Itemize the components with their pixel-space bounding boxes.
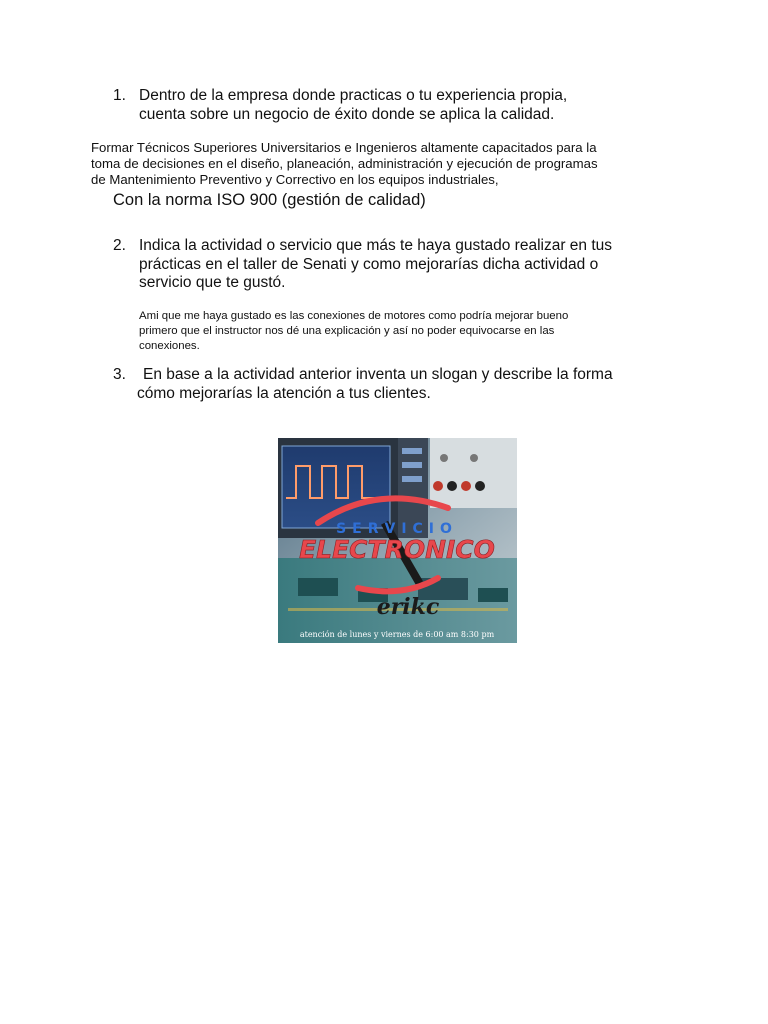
answer-line: de Mantenimiento Preventivo y Correctivo en los equipos industriales, bbox=[91, 172, 499, 187]
question-number: 3. bbox=[113, 366, 126, 383]
brand-name: erikc bbox=[376, 594, 440, 620]
answer-line: Formar Técnicos Superiores Universitarios e Ingenieros altamente capacitados para la bbox=[91, 140, 597, 155]
answer-line: Ami que me haya gustado es las conexiones de motores como podría mejorar bueno bbox=[139, 310, 569, 322]
answer-line: primero que el instructor nos dé una explicación y así no poder equivocarse en las bbox=[139, 325, 555, 337]
answer-line: conexiones. bbox=[139, 340, 200, 352]
answer-line: toma de decisiones en el diseño, planeación, administración y ejecución de programas bbox=[91, 156, 598, 171]
equipment-knobs bbox=[430, 438, 517, 508]
question-line: servicio que te gustó. bbox=[139, 274, 286, 291]
question-line: prácticas en el taller de Senati y como mejorarías dicha actividad o bbox=[139, 255, 599, 273]
answer-1 bbox=[91, 140, 681, 188]
question-line: cuenta sobre un negocio de éxito donde se aplica la calidad. bbox=[139, 105, 555, 123]
question-number: 1. bbox=[113, 87, 126, 104]
question-number: 2. bbox=[113, 237, 126, 254]
arc-text: SERVICIO bbox=[336, 521, 458, 537]
logo-title: ELECTRONICO bbox=[299, 535, 495, 564]
iso-statement: Con la norma ISO 900 (gestión de calidad) bbox=[113, 191, 426, 209]
question-text bbox=[139, 237, 679, 293]
question-text bbox=[139, 87, 679, 124]
answer-2 bbox=[139, 309, 679, 354]
slogan-graphic bbox=[278, 438, 517, 643]
question-line: En base a la actividad anterior inventa un slogan y describe la forma bbox=[143, 366, 613, 383]
question-line: Indica la actividad o servicio que más te haya gustado realizar en tus bbox=[139, 237, 613, 254]
slogan-image bbox=[278, 438, 517, 643]
question-line: Dentro de la empresa donde practicas o tu experiencia propia, bbox=[139, 87, 568, 104]
question-line: cómo mejorarías la atención a tus clientes. bbox=[137, 384, 431, 402]
opening-hours: atención de lunes y viernes de 6:00 am 8:30 pm bbox=[299, 630, 495, 639]
